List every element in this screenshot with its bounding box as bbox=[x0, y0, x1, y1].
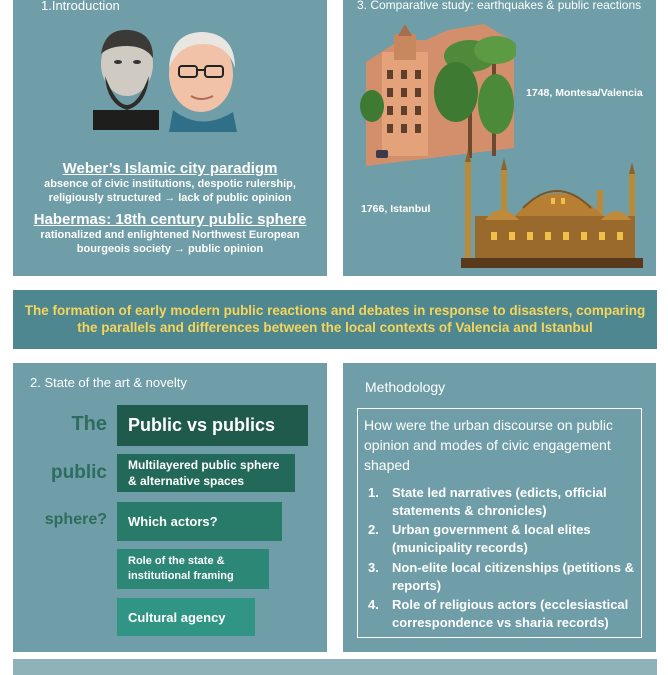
weber-portrait bbox=[91, 24, 161, 130]
habermas-heading: Habermas: 18th century public sphere bbox=[33, 211, 307, 228]
method-item-4-text: Role of religious actors (ecclesiastical correspondence vs sharia records) bbox=[392, 597, 629, 630]
box-multilayered bbox=[117, 454, 295, 492]
methodology-box bbox=[357, 408, 642, 638]
banner-line-1: The formation of early modern public reactions and debates in response to disasters, comparing bbox=[24, 303, 646, 318]
habermas-portrait bbox=[161, 28, 245, 132]
istanbul-caption: 1766, Istanbul bbox=[361, 203, 431, 215]
box-cultural-agency-label: Cultural agency bbox=[128, 609, 226, 625]
state-of-the-art-panel bbox=[13, 363, 327, 652]
box-which-actors bbox=[117, 502, 282, 541]
istanbul-mosque-illustration bbox=[461, 150, 643, 268]
word-sphere: sphere? bbox=[44, 511, 107, 528]
research-aim-banner bbox=[13, 290, 657, 349]
weber-line-2: religiously structured → lack of public opinion bbox=[48, 192, 292, 204]
research-question: How were the urban discourse on public opinion and modes of civic engagement shaped bbox=[364, 417, 614, 473]
method-item-2-text: Urban government & local elites (municipality records) bbox=[392, 522, 591, 555]
methodology-title: Methodology bbox=[365, 379, 446, 395]
banner-text bbox=[13, 302, 657, 336]
valencia-illustration bbox=[356, 22, 516, 166]
methodology-panel bbox=[343, 363, 656, 652]
box-which-actors-label: Which actors? bbox=[128, 514, 218, 529]
comparative-title: 3. Comparative study: earthquakes & public reactions bbox=[357, 0, 642, 12]
method-item-1-text: State led narratives (edicts, official statements & chronicles) bbox=[392, 485, 607, 518]
method-item-3-text: Non-elite local citizenships (petitions & reports) bbox=[392, 560, 634, 593]
box-multilayered-line-2: & alternative spaces bbox=[128, 474, 245, 488]
valencia-caption: 1748, Montesa/Valencia bbox=[526, 87, 643, 99]
word-the: The bbox=[71, 413, 107, 435]
habermas-line-1: rationalized and enlightened Northwest European bbox=[40, 229, 300, 241]
banner-line-2: the parallels and differences between the local contexts of Valencia and Istanbul bbox=[77, 320, 593, 335]
comparative-study-panel bbox=[343, 0, 656, 276]
box-multilayered-line-1: Multilayered public sphere bbox=[128, 458, 280, 472]
box-role-of-state-line-2: institutional framing bbox=[128, 570, 234, 582]
box-cultural-agency bbox=[117, 598, 255, 636]
weber-line-1: absence of civic institutions, despotic rulership, bbox=[44, 178, 296, 190]
word-public: public bbox=[51, 462, 107, 483]
box-public-vs-publics bbox=[117, 405, 308, 446]
box-role-of-state-line-1: Role of the state & bbox=[128, 555, 225, 567]
method-item-4-number: 4. bbox=[368, 597, 379, 612]
introduction-panel bbox=[13, 0, 327, 276]
habermas-line-2: bourgeois society → public opinion bbox=[76, 243, 264, 255]
box-public-vs-publics-label: Public vs publics bbox=[128, 415, 276, 435]
weber-heading: Weber’s Islamic city paradigm bbox=[62, 160, 278, 177]
method-item-1-number: 1. bbox=[368, 485, 379, 500]
bottom-panel-edge bbox=[13, 659, 657, 675]
state-title: 2. State of the art & novelty bbox=[30, 375, 187, 390]
method-item-3-number: 3. bbox=[368, 560, 379, 575]
method-item-2-number: 2. bbox=[368, 522, 379, 537]
intro-title: 1.Introduction bbox=[41, 0, 120, 13]
box-role-of-state bbox=[117, 549, 269, 589]
